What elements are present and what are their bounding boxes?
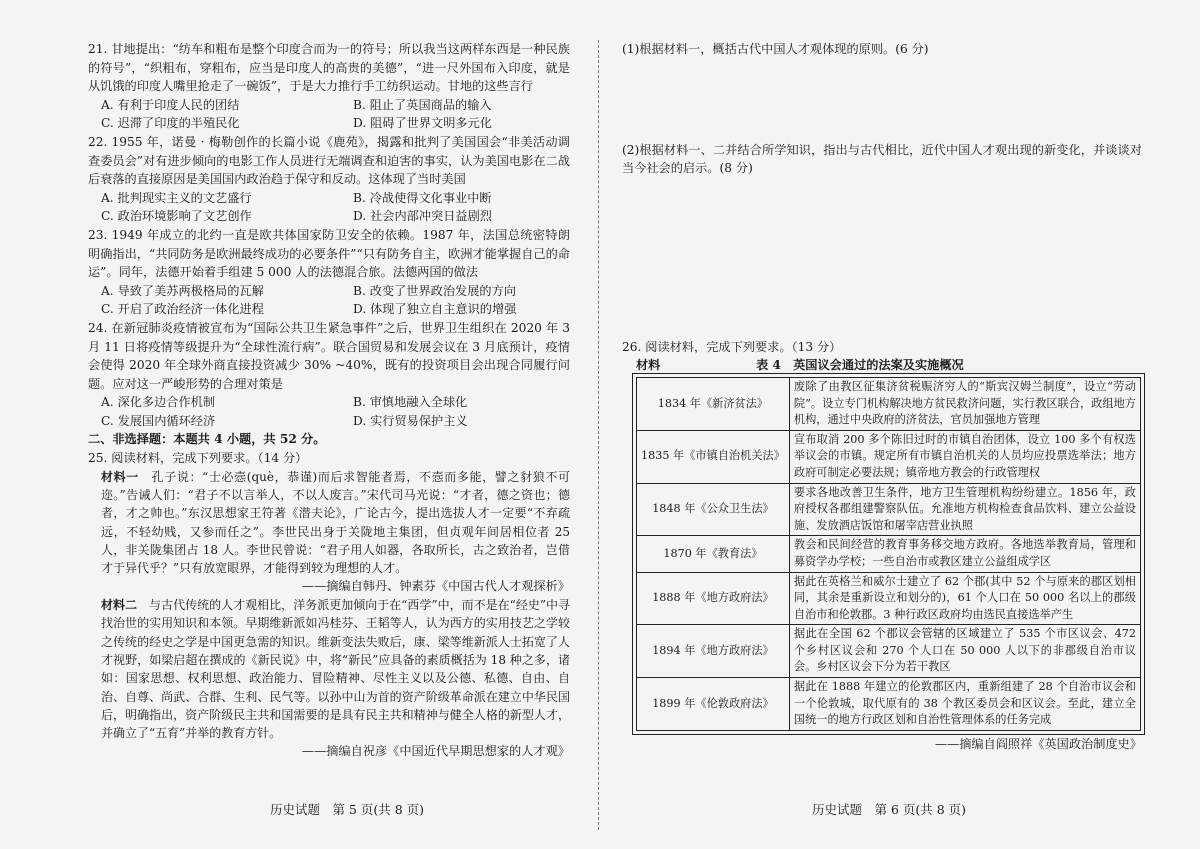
- law-description: 教会和民间经营的教育事务移交地方政府。各地选举教育局，管理和募资学办学校；一些自治市或教区建立公益组成学区: [789, 536, 1140, 572]
- material-2: [88, 596, 570, 742]
- left-column: [88, 40, 570, 761]
- q24-option-d: D. 实行贸易保护主义: [353, 413, 468, 428]
- table-row: [637, 483, 1141, 536]
- q24-option-b: B. 审慎地融入全球化: [353, 395, 468, 410]
- material-2-label: 材料二: [101, 598, 138, 613]
- law-description: 据此在英格兰和威尔士建立了 62 个郡(其中 52 个与原来的郡区划相同，其余是重新设立和划分的)，61 个人口在 50 000 名以上的郡级自治市和伦敦郡。3 种行政区政府均由选民直接选举产生: [789, 572, 1140, 625]
- q26-stem: 26. 阅读材料，完成下列要求。（13 分）: [622, 339, 842, 354]
- table-source: ——摘编自阎照祥《英国政治制度史》: [934, 736, 1142, 751]
- footer-page-6: 历史试题 第 6 页(共 8 页): [812, 802, 967, 817]
- table-row: [637, 430, 1141, 483]
- table-row: [637, 377, 1141, 430]
- table-row: [637, 625, 1141, 678]
- footer-page-5: 历史试题 第 5 页(共 8 页): [270, 802, 425, 817]
- page-divider: [598, 40, 599, 830]
- law-name: 1888 年《地方政府法》: [637, 572, 790, 625]
- q21-option-b: B. 阻止了英国商品的输入: [353, 97, 492, 112]
- material-2-source: ——摘编自祝彦《中国近代早期思想家的人才观》: [301, 744, 570, 759]
- q24-options: [88, 393, 570, 430]
- section-2-heading: 二、非选择题：本题共 4 小题，共 52 分。: [88, 432, 326, 447]
- q21-option-a: A. 有利于印度人民的团结: [101, 97, 240, 112]
- q25-part-2: (2)根据材料一、二并结合所学知识，指出与古代相比，近代中国人才观出现的新变化，并谈谈对当今社会的启示。(8 分): [622, 142, 1142, 176]
- material-1-text: 孔子说：“士必悫(què，恭谨)而后求智能者焉，不悫而多能，譬之豺狼不可迩。”告诫人们：“君子不以言举人，不以人废言。”宋代司马光说：“才者，德之资也；德者，才之帅也。”东汉思想家王符著《潜夫论》，广论古今，提出选拔人才一定要“不弃疏远，不轻幼贱，又参而任之”。李世民出身于关陇地主集团，但贞观年间居相位者 25 人，非关陇集团占 18 人。李世民曾说：“君子用人如器，各取所长，古之致治者，岂借才于异代乎？”只有放宽眼界，才能得到较为理想的人才。: [101, 469, 570, 576]
- q23-option-d: D. 体现了独立自主意识的增强: [353, 302, 517, 317]
- q23-option-c: C. 开启了政治经济一体化进程: [101, 302, 264, 317]
- q21-stem: 21. 甘地提出：“纺车和粗布是整个印度合而为一的符号；所以我当这两样东西是一种民族的符号”，“织粗布，穿粗布，应当是印度人的高贵的美德”，“进一尺外国布入印度，就是从饥饿的印度人嘴里抢走了一碗饭”，于是大力推行手工纺织运动。甘地的这些言行: [88, 42, 570, 94]
- law-description: 要求各地改善卫生条件，地方卫生管理机构纷纷建立。1856 年，政府授权各郡组建警察队伍。允准地方机构检查食品饮料、建立公益设施、发放酒店饭馆和屠宰店营业执照: [789, 483, 1140, 536]
- q22-stem: 22. 1955 年，诺曼 · 梅勒创作的长篇小说《鹿苑》，揭露和批判了美国国会“非美活动调查委员会”对有进步倾向的电影工作人员进行无端调查和迫害的事实，认为美国电影在二战后衰落的直接原因是美国国内政治趋于保守和反动。这体现了当时美国: [88, 134, 570, 187]
- q22-option-b: B. 冷战使得文化事业中断: [353, 190, 492, 205]
- answer-space-1: [622, 59, 1142, 141]
- q24-option-a: A. 深化多边合作机制: [101, 395, 216, 410]
- q22-option-a: A. 批判现实主义的文艺盛行: [101, 190, 252, 205]
- law-name: 1834 年《新济贫法》: [637, 377, 790, 430]
- q23-option-a: A. 导致了美苏两极格局的瓦解: [101, 283, 264, 298]
- law-name: 1894 年《地方政府法》: [637, 625, 790, 678]
- material-1-label: 材料一: [101, 469, 139, 484]
- law-description: 废除了由教区征集济贫税赈济穷人的“斯宾汉姆兰制度”，设立“劳动院”。设立专门机构解决地方贫民救济问题，实行教区联合，政组地方机构，通过中央政府的济贫法，官员加强地方管理: [789, 377, 1140, 430]
- q21-options: [88, 96, 570, 133]
- q22-option-d: D. 社会内部冲突日益剧烈: [353, 209, 492, 224]
- right-column: [622, 40, 1142, 753]
- law-name: 1848 年《公众卫生法》: [637, 483, 790, 536]
- q21-option-d: D. 阻碍了世界文明多元化: [353, 116, 492, 131]
- q25-part-1: (1)根据材料一，概括古代中国人才观体现的原则。(6 分): [622, 42, 929, 56]
- laws-table: [636, 377, 1141, 731]
- q23-stem: 23. 1949 年成立的北约一直是欧共体国家防卫安全的依赖。1987 年，法国总统密特朗明确指出，“共同防务是欧洲最终成功的必要条件”“只有防务自主，欧洲才能掌握自己的命运”。同年，法德开始着手组建 5 000 人的法德混合旅。法德两国的做法: [88, 227, 570, 280]
- table-row: [637, 678, 1141, 731]
- law-name: 1835 年《市镇自治机关法》: [637, 430, 790, 483]
- material-2-text: 与古代传统的人才观相比，洋务派更加倾向于在“西学”中，而不是在“经史”中寻找治世的实用知识和本领。早期维新派如冯桂芬、王韬等人，认为西方的实用技艺之学较之传统的经史之学是中国更急需的知识。维新变法失败后，康、梁等维新派人士拓宽了人才视野，如梁启超在撰成的《新民说》中，将“新民”应具备的素质概括为 18 种之多，诸如：国家思想、权利思想、政治能力、冒险精神、尽性主义以及公德、私德、自由、自治、自尊、尚武、合群、生利、民气等。以孙中山为首的资产阶级革命派在建立中华民国后，明确指出，资产阶级民主共和国需要的是具有民主共和精神与健全人格的新型人才，并确立了“五育”并举的教育方针。: [101, 598, 570, 741]
- table-caption: [622, 356, 1142, 375]
- material-1: [88, 468, 570, 578]
- law-description: 据此在 1888 年建立的伦敦郡区内，重新组建了 28 个自治市议会和一个伦敦城，取代原有的 38 个教区委员会和区议会。至此，建立全国统一的地方行政区划和自治性管理体系的任务完成: [789, 678, 1140, 731]
- q22-options: [88, 189, 570, 226]
- law-name: 1870 年《教育法》: [637, 536, 790, 572]
- table-row: [637, 536, 1141, 572]
- q21-option-c: C. 迟滞了印度的半殖民化: [101, 116, 240, 131]
- law-description: 据此在全国 62 个郡议会管辖的区域建立了 535 个市区议会、472 个乡村区议会和 270 个人口在 50 000 人以下的非郡级自治市议会。乡村区议会下分为若干教区: [789, 625, 1140, 678]
- q24-option-c: C. 发展国内循环经济: [101, 413, 216, 428]
- q25-stem: 25. 阅读材料，完成下列要求。（14 分）: [88, 451, 308, 466]
- q23-option-b: B. 改变了世界政治发展的方向: [353, 283, 516, 298]
- law-name: 1899 年《伦敦政府法》: [637, 678, 790, 731]
- q23-options: [88, 282, 570, 319]
- table-title: 表 4 英国议会通过的法案及实施概况: [756, 358, 964, 373]
- table-row: [637, 572, 1141, 625]
- law-description: 宣布取消 200 多个陈旧过时的市镇自治团体，设立 100 多个有权选举议会的市镇。规定所有市镇自治机关的人员均应投票选举法；地方政府可制定必要法规；镇帝地方教会的行政管理权: [789, 430, 1140, 483]
- answer-space-2: [622, 178, 1142, 338]
- material-1-source: ——摘编自韩丹、钟素芬《中国古代人才观探析》: [301, 579, 570, 594]
- q24-stem: 24. 在新冠肺炎疫情被宣布为“国际公共卫生紧急事件”之后，世界卫生组织在 2020 年 3 月 11 日将疫情等级提升为“全球性流行病”。联合国贸易和发展会议在 3 月底预计，疫情会使得 2020 年全球外商直接投资减少 30% ~40%，既有的投资项目会出现合同履行问题。应对这一严峻形势的合理对策是: [88, 320, 570, 391]
- material-label: 材料: [636, 358, 661, 373]
- q22-option-c: C. 政治环境影响了文艺创作: [101, 209, 252, 224]
